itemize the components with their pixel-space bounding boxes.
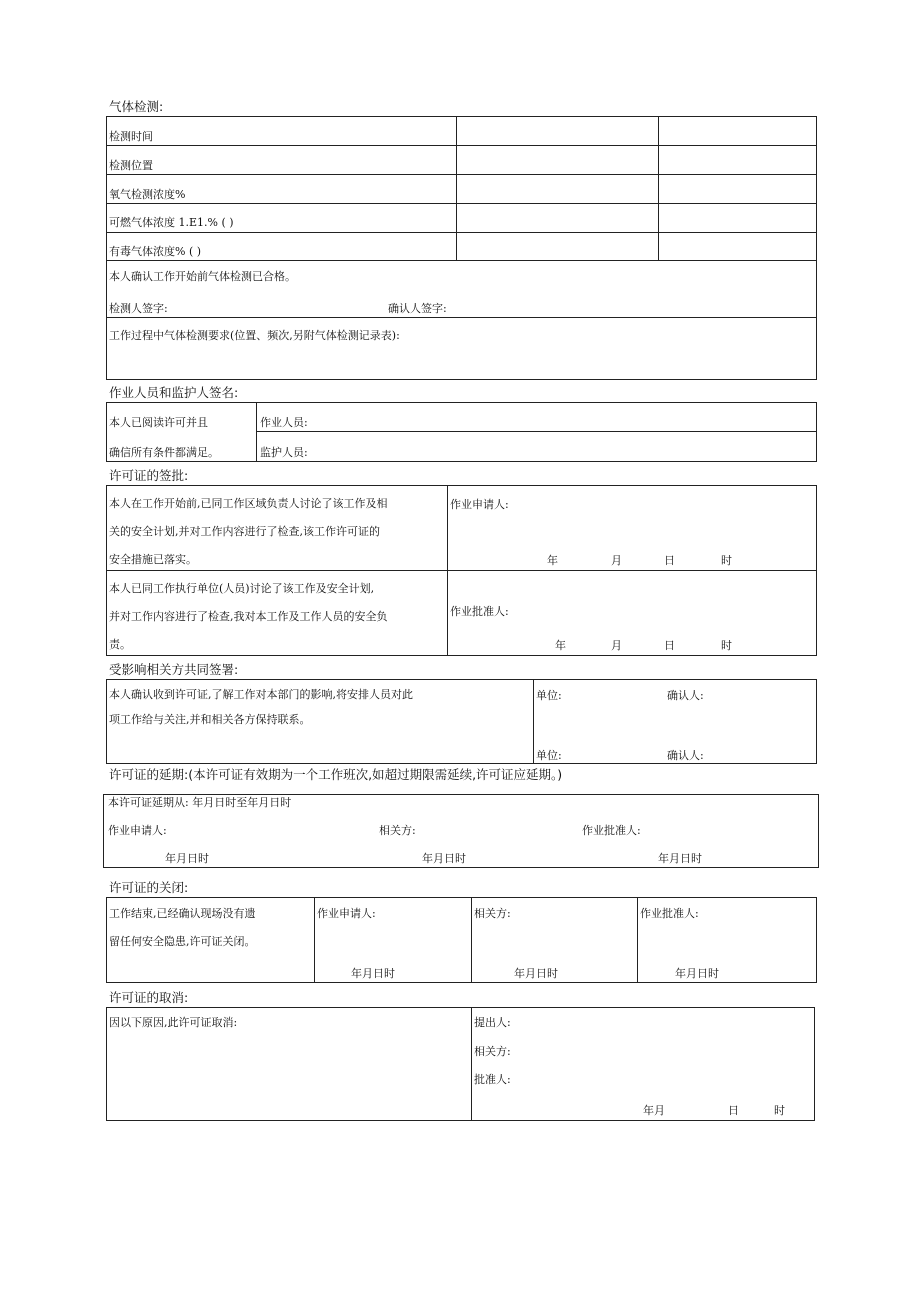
approval-statement-2: 责。 bbox=[109, 638, 131, 651]
divider bbox=[256, 431, 817, 432]
extension-applicant-date: 年月日时 bbox=[165, 852, 209, 865]
workers-section-title: 作业人员和监护人签名: bbox=[109, 385, 239, 400]
closure-related-date: 年月日时 bbox=[514, 967, 558, 980]
divider bbox=[106, 174, 817, 175]
approval-approver-label: 作业批准人: bbox=[450, 605, 509, 618]
extension-approver-label: 作业批准人: bbox=[582, 824, 641, 837]
divider bbox=[314, 897, 315, 983]
gas-row-label-location: 检测位置 bbox=[109, 159, 153, 172]
cancel-approver-label: 批准人: bbox=[474, 1073, 511, 1086]
divider bbox=[471, 897, 472, 983]
divider bbox=[106, 203, 817, 204]
gas-section-title: 气体检测: bbox=[109, 99, 164, 114]
cancel-proposer-label: 提出人: bbox=[474, 1016, 511, 1029]
gas-row-label-oxygen: 氧气检测浓度% bbox=[109, 188, 186, 201]
closure-applicant-label: 作业申请人: bbox=[317, 907, 376, 920]
approval-date-month: 月 bbox=[611, 639, 622, 652]
gas-tester-signature-label: 检测人签字: bbox=[109, 302, 168, 315]
gas-process-requirement: 工作过程中气体检测要求(位置、频次,另附气体检测记录表): bbox=[109, 329, 400, 342]
affected-confirmer-label: 确认人: bbox=[667, 689, 704, 702]
approval-statement-2: 并对工作内容进行了检查,我对本工作及工作人员的安全负 bbox=[109, 610, 388, 623]
affected-section-title: 受影响相关方共同签署: bbox=[109, 662, 239, 677]
approval-date-hour: 时 bbox=[721, 554, 732, 567]
divider bbox=[456, 116, 457, 261]
approval-statement-1: 安全措施已落实。 bbox=[109, 553, 197, 566]
approval-date-year: 年 bbox=[547, 554, 558, 567]
cancel-date-day: 日 bbox=[728, 1104, 739, 1117]
workers-statement: 本人已阅读许可并且 bbox=[109, 416, 208, 429]
closure-related-label: 相关方: bbox=[474, 907, 511, 920]
closure-section-title: 许可证的关闭: bbox=[109, 880, 189, 895]
cancel-related-label: 相关方: bbox=[474, 1045, 511, 1058]
cancel-date-year-month: 年月 bbox=[643, 1104, 665, 1117]
gas-row-label-toxic: 有毒气体浓度% ( ) bbox=[109, 245, 202, 258]
guardian-sign-label: 监护人员: bbox=[260, 446, 308, 459]
affected-confirmer-label: 确认人: bbox=[667, 749, 704, 762]
closure-applicant-date: 年月日时 bbox=[351, 967, 395, 980]
divider bbox=[637, 897, 638, 983]
gas-confirmer-signature-label: 确认人签字: bbox=[388, 302, 447, 315]
workers-statement: 确信所有条件都满足。 bbox=[109, 446, 219, 459]
divider bbox=[106, 145, 817, 146]
closure-statement: 工作结束,已经确认现场没有遗 bbox=[109, 907, 256, 920]
extension-period-text: 本许可证延期从: 年月日时至年月日时 bbox=[108, 796, 292, 809]
cancel-section-title: 许可证的取消: bbox=[109, 990, 189, 1005]
divider bbox=[106, 570, 817, 571]
extension-approver-date: 年月日时 bbox=[658, 852, 702, 865]
approval-statement-1: 本人在工作开始前,已同工作区域负责人讨论了该工作及相 bbox=[109, 497, 388, 510]
gas-row-label-time: 检测时间 bbox=[109, 130, 153, 143]
divider bbox=[106, 260, 817, 261]
divider bbox=[106, 317, 817, 318]
worker-sign-label: 作业人员: bbox=[260, 416, 308, 429]
affected-statement: 本人确认收到许可证,了解工作对本部门的影响,将安排人员对此 bbox=[109, 688, 413, 701]
extension-applicant-label: 作业申请人: bbox=[108, 824, 167, 837]
affected-unit-label: 单位: bbox=[536, 749, 562, 762]
divider bbox=[533, 679, 534, 764]
cancel-reason-label: 因以下原因,此许可证取消: bbox=[109, 1016, 238, 1029]
affected-unit-label: 单位: bbox=[536, 689, 562, 702]
approval-date-day: 日 bbox=[664, 639, 675, 652]
approval-date-day: 日 bbox=[664, 554, 675, 567]
divider bbox=[106, 232, 817, 233]
closure-statement: 留任何安全隐患,许可证关闭。 bbox=[109, 935, 256, 948]
cancel-date-hour: 时 bbox=[774, 1104, 785, 1117]
approval-statement-2: 本人已同工作执行单位(人员)讨论了该工作及安全计划, bbox=[109, 582, 375, 595]
approval-statement-1: 关的安全计划,并对工作内容进行了检查,该工作许可证的 bbox=[109, 525, 380, 538]
extension-section-title: 许可证的延期:(本许可证有效期为一个工作班次,如超过期限需延续,许可证应延期。) bbox=[109, 767, 563, 782]
extension-related-label: 相关方: bbox=[379, 824, 416, 837]
approval-applicant-label: 作业申请人: bbox=[450, 498, 509, 511]
approval-date-month: 月 bbox=[611, 554, 622, 567]
gas-confirm-text: 本人确认工作开始前气体检测已合格。 bbox=[109, 270, 296, 283]
approval-date-hour: 时 bbox=[721, 639, 732, 652]
divider bbox=[256, 402, 257, 462]
divider bbox=[658, 116, 659, 261]
extension-related-date: 年月日时 bbox=[422, 852, 466, 865]
approval-date-year: 年 bbox=[555, 639, 566, 652]
approval-section-title: 许可证的签批: bbox=[109, 468, 189, 483]
affected-statement: 项工作给与关注,并和相关各方保持联系。 bbox=[109, 713, 311, 726]
closure-approver-date: 年月日时 bbox=[675, 967, 719, 980]
divider bbox=[471, 1007, 472, 1121]
gas-row-label-flammable: 可燃气体浓度 1.E1.% ( ) bbox=[109, 216, 234, 229]
closure-approver-label: 作业批准人: bbox=[640, 907, 699, 920]
